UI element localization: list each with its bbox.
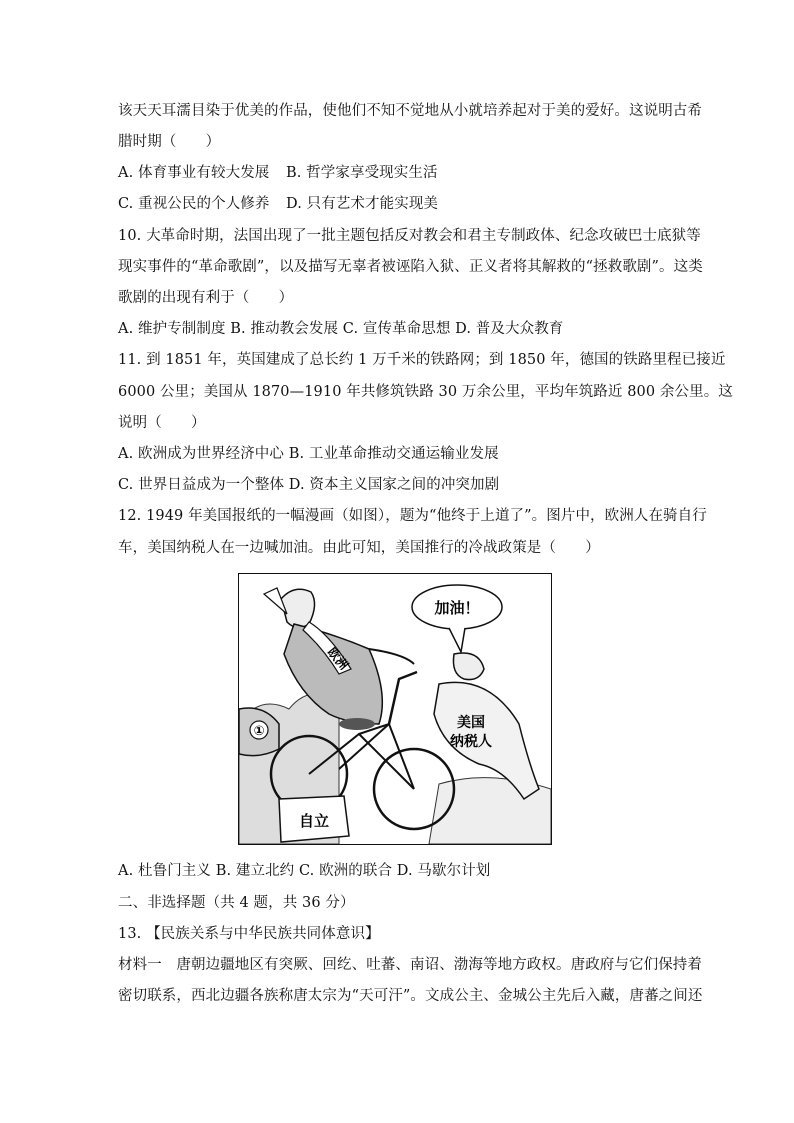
q11-stem-line-3: 说明（ ） xyxy=(118,415,206,431)
q10-options[interactable]: A. 维护专制制度 B. 推动教会发展 C. 宣传革命思想 D. 普及大众教育 xyxy=(118,321,564,337)
q9-options-row-1 xyxy=(118,163,438,183)
q12-stem-line-2: 车，美国纳税人在一边喊加油。由此可知，美国推行的冷战政策是（ ） xyxy=(118,540,600,556)
section-2-heading: 二、非选择题（共 4 题，共 36 分） xyxy=(118,895,355,911)
q12-options[interactable]: A. 杜鲁门主义 B. 建立北约 C. 欧洲的联合 D. 马歇尔计划 xyxy=(118,863,491,879)
speech-bubble-text: 加油！ xyxy=(434,599,480,617)
self-reliance-label: 自立 xyxy=(298,812,330,830)
q9-option-a[interactable]: A. 体育事业有较大发展 xyxy=(118,165,270,181)
q10-stem-line-3: 歌剧的出现有利于（ ） xyxy=(118,290,294,306)
q11-stem-line-2: 6000 公里；美国从 1870—1910 年共修筑铁路 30 万余公里，平均年筑路近 800 余公里。这 xyxy=(118,384,733,400)
taxpayer-label-line-1: 美国 xyxy=(457,715,485,731)
q13-material-line-1: 材料一 唐朝边疆地区有突厥、回纥、吐蕃、南诏、渤海等地方政权。唐政府与它们保持着 xyxy=(118,957,702,973)
money-bag-symbol: ① xyxy=(253,724,265,739)
q13-title: 13. 【民族关系与中华民族共同体意识】 xyxy=(118,926,380,942)
q11-stem-line-1: 11. 到 1851 年，英国建成了总长约 1 万千米的铁路网；到 1850 年，德国的铁路里程已接近 xyxy=(118,352,726,368)
taxpayer-label-line-2: 纳税人 xyxy=(450,734,492,750)
taxpayer-head xyxy=(453,653,484,680)
q9-stem-line-2: 腊时期（ ） xyxy=(118,134,221,150)
q13-material-line-2: 密切联系，西北边疆各族称唐太宗为“天可汗”。文成公主、金城公主先后入藏，唐蕃之间还 xyxy=(118,988,703,1004)
q11-options-row-2[interactable]: C. 世界日益成为一个整体 D. 资本主义国家之间的冲突加剧 xyxy=(118,477,500,493)
q9-options-row-2 xyxy=(118,194,438,214)
cartoon-drawing xyxy=(239,574,551,844)
q10-stem-line-2: 现实事件的“革命歌剧”，以及描写无辜者被诬陷入狱、正义者将其解救的“拯救歌剧”。这类 xyxy=(118,259,703,275)
q11-options-row-1[interactable]: A. 欧洲成为世界经济中心 B. 工业革命推动交通运输业发展 xyxy=(118,446,499,462)
marshall-plan-cartoon xyxy=(238,573,552,845)
q9-stem-line-1: 该天天耳濡目染于优美的作品，使他们不知不觉地从小就培养起对于美的爱好。这说明古希 xyxy=(118,103,702,119)
q9-option-b[interactable]: B. 哲学家享受现实生活 xyxy=(286,165,438,181)
q9-option-d[interactable]: D. 只有艺术才能实现美 xyxy=(286,196,439,212)
q12-stem-line-1: 12. 1949 年美国报纸的一幅漫画（如图），题为“他终于上道了”。图片中，欧洲人在骑自行 xyxy=(118,508,707,524)
q10-stem-line-1: 10. 大革命时期，法国出现了一批主题包括反对教会和君主专制政体、纪念攻破巴士底狱等 xyxy=(118,228,701,244)
q9-option-c[interactable]: C. 重视公民的个人修养 xyxy=(118,196,270,212)
europe-label: 欧洲 xyxy=(324,644,351,673)
